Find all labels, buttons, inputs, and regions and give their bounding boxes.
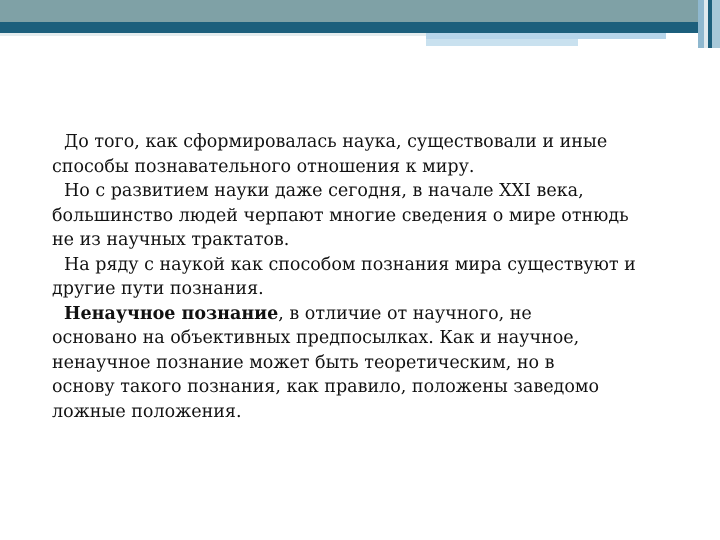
header-band-top xyxy=(0,0,720,22)
header-band xyxy=(0,0,720,48)
paragraph-1-line-2: способы познавательного отношения к миру. xyxy=(52,156,475,177)
paragraph-4-line-1-rest: , в отличие от научного, не xyxy=(278,303,532,324)
header-right-accent xyxy=(698,0,720,48)
paragraph-2-line-3: не из научных трактатов. xyxy=(52,230,290,250)
paragraph-4-line-5: ложные положения. xyxy=(52,401,242,422)
paragraph-2-line-1: Но с развитием науки даже сегодня, в начале XXI века, xyxy=(64,181,584,201)
paragraph-2 xyxy=(52,179,702,253)
header-band-dark-stripe xyxy=(0,22,698,33)
slide-body-text xyxy=(52,130,702,424)
paragraph-2-line-2: большинство людей черпают многие сведения о мире отнюдь xyxy=(52,205,629,226)
paragraph-4 xyxy=(52,302,702,425)
paragraph-3 xyxy=(52,253,702,302)
accent-bar-4 xyxy=(712,0,720,48)
paragraph-4-line-3: ненаучное познание может быть теоретическим, но в xyxy=(52,352,555,373)
paragraph-4-line-4: основу такого познания, как правило, положены заведомо xyxy=(52,377,600,397)
paragraph-4-line-1 xyxy=(52,302,702,327)
paragraph-1 xyxy=(52,130,702,179)
paragraph-3-line-1: На ряду с наукой как способом познания мира существуют и xyxy=(64,254,636,275)
paragraph-1-line-1: До того, как сформировалась наука, существовали и иные xyxy=(64,132,608,152)
bold-term: Ненаучное познание xyxy=(64,303,279,324)
paragraph-3-line-2: другие пути познания. xyxy=(52,279,264,299)
paragraph-4-line-2: основано на объективных предпосылках. Как и научное, xyxy=(52,328,580,348)
header-band-blue-strip-lower xyxy=(426,39,578,46)
